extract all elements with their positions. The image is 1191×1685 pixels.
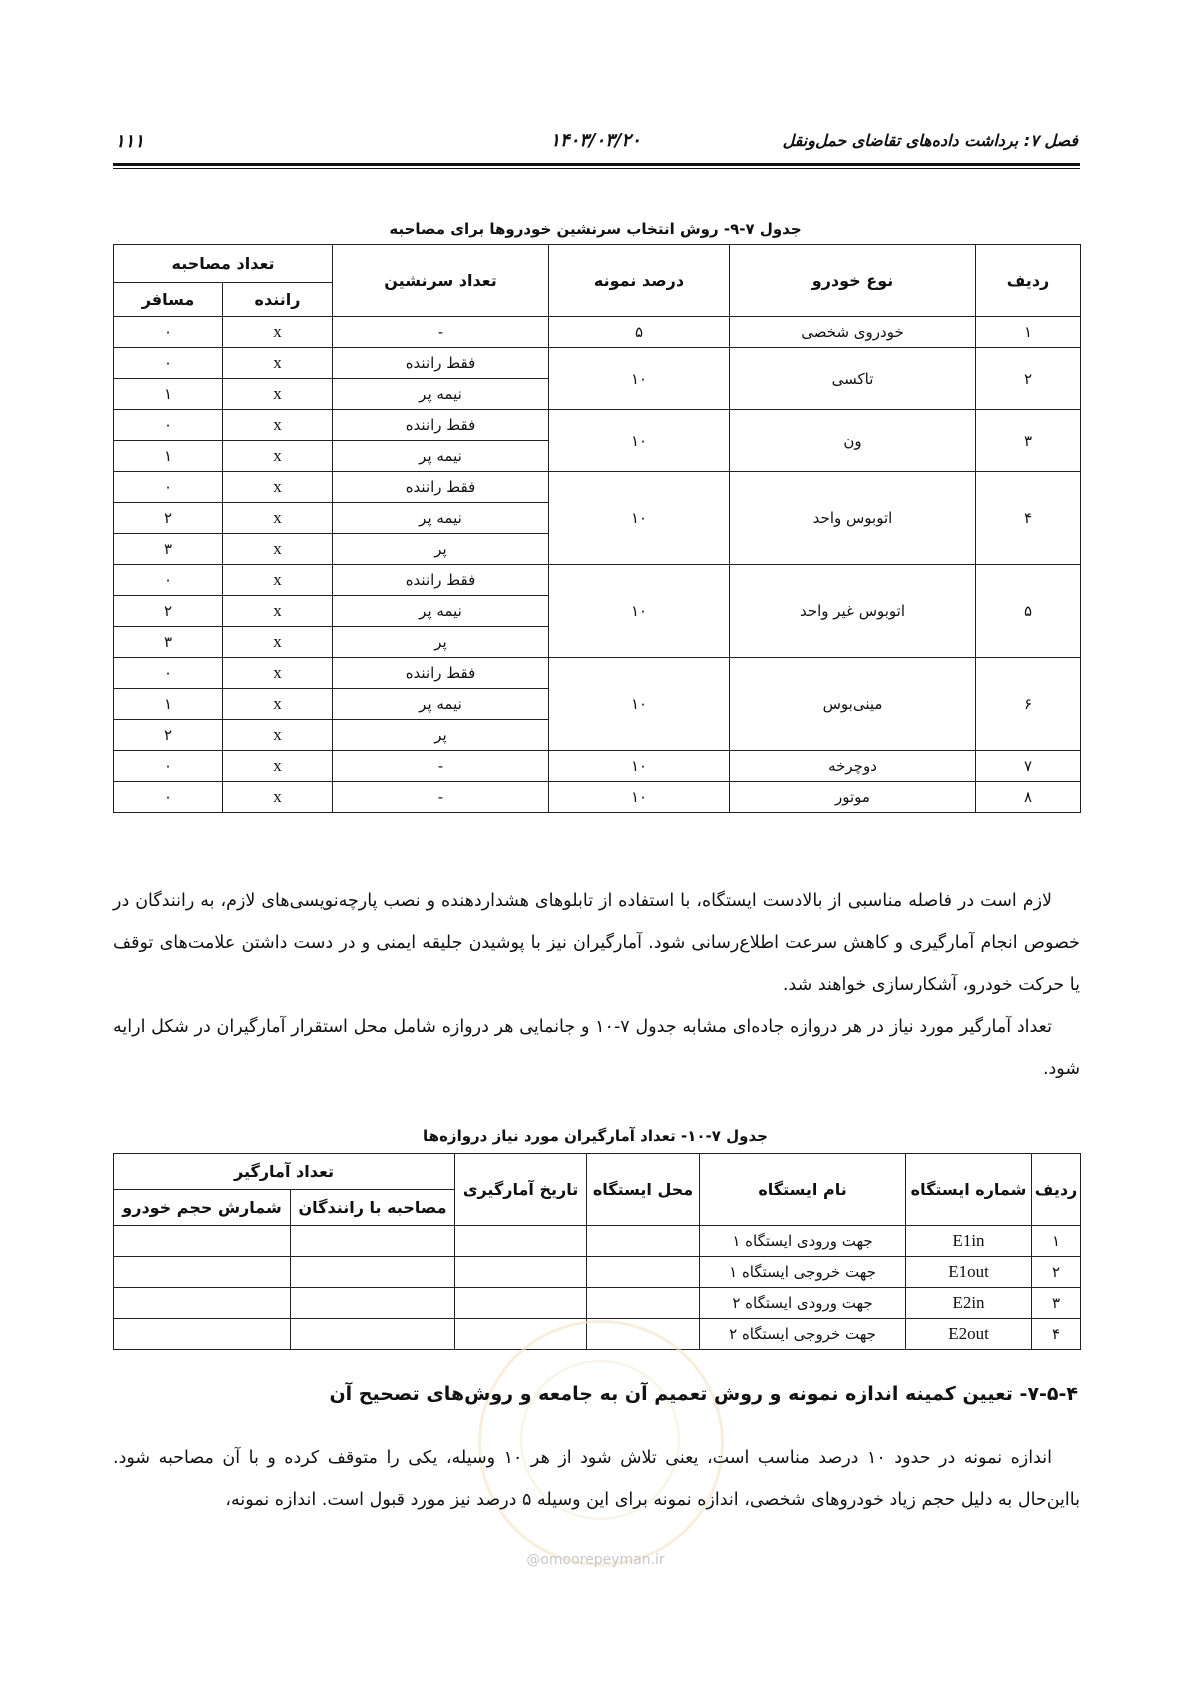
cell-station-name: جهت ورودی ایستگاه ۱ — [700, 1226, 906, 1257]
cell-occupancy: فقط راننده — [333, 410, 549, 441]
cell-passenger: ۳ — [114, 534, 223, 565]
cell-row-number: ۱ — [976, 317, 1081, 348]
cell-station-number: E2out — [906, 1319, 1032, 1350]
table2-caption: جدول ۷-۱۰- تعداد آمارگیران مورد نیاز دروازه‌ها — [423, 1127, 768, 1145]
cell-passenger: ۰ — [114, 348, 223, 379]
table-row — [114, 348, 1081, 379]
cell-row-number: ۵ — [976, 565, 1081, 658]
cell-driver: x — [223, 379, 333, 410]
header-rule-thin — [113, 168, 1080, 169]
cell-sample-percent: ۱۰ — [549, 472, 730, 565]
cell-occupancy: پر — [333, 534, 549, 565]
cell-passenger: ۳ — [114, 627, 223, 658]
cell-row-number: ۲ — [976, 348, 1081, 410]
cell-occupancy: نیمه پر — [333, 379, 549, 410]
cell-row-number: ۷ — [976, 751, 1081, 782]
cell-passenger: ۰ — [114, 472, 223, 503]
cell-volume-count — [114, 1319, 291, 1350]
cell-vehicle-type: خودروی شخصی — [730, 317, 976, 348]
cell-survey-date — [455, 1288, 587, 1319]
cell-station-name: جهت خروجی ایستگاه ۲ — [700, 1319, 906, 1350]
cell-survey-date — [455, 1226, 587, 1257]
cell-sample-percent: ۱۰ — [549, 348, 730, 410]
cell-occupancy: نیمه پر — [333, 596, 549, 627]
cell-passenger: ۰ — [114, 410, 223, 441]
header-station-name: نام ایستگاه — [700, 1154, 906, 1226]
cell-vehicle-type: ون — [730, 410, 976, 472]
table-row — [114, 1288, 1081, 1319]
cell-passenger: ۰ — [114, 658, 223, 689]
cell-driver: x — [223, 441, 333, 472]
cell-driver: x — [223, 565, 333, 596]
header-survey-date: تاریخ آمارگیری — [455, 1154, 587, 1226]
page-number: ۱۱۱ — [115, 131, 145, 152]
table-vehicle-occupant-selection — [113, 244, 1081, 813]
cell-station-name: جهت خروجی ایستگاه ۱ — [700, 1257, 906, 1288]
paragraph-surveyor-count: تعداد آمارگیر مورد نیاز در هر دروازه جاده‌ای مشابه جدول ۷-۱۰ و جانمایی هر دروازه شامل محل استقرار آمارگیران در شکل ارایه شود. — [113, 1017, 1080, 1079]
cell-occupancy: - — [333, 317, 549, 348]
cell-passenger: ۱ — [114, 379, 223, 410]
cell-vehicle-type: دوچرخه — [730, 751, 976, 782]
header-passenger: مسافر — [114, 283, 223, 317]
cell-passenger: ۰ — [114, 751, 223, 782]
cell-vehicle-type: مینی‌بوس — [730, 658, 976, 751]
header-sample-percent: درصد نمونه — [549, 245, 730, 317]
cell-passenger: ۱ — [114, 689, 223, 720]
cell-occupancy: پر — [333, 627, 549, 658]
cell-occupancy: فقط راننده — [333, 348, 549, 379]
header-surveyor-count: تعداد آمارگیر — [114, 1154, 455, 1190]
cell-station-number: E1in — [906, 1226, 1032, 1257]
cell-volume-count — [114, 1226, 291, 1257]
cell-driver-interview — [291, 1257, 455, 1288]
table-row — [114, 782, 1081, 813]
cell-driver: x — [223, 658, 333, 689]
cell-driver: x — [223, 317, 333, 348]
table1-caption: جدول ۷-۹- روش انتخاب سرنشین خودروها برای مصاحبه — [389, 220, 802, 238]
table-row — [114, 472, 1081, 503]
cell-row-number: ۲ — [1032, 1257, 1081, 1288]
cell-sample-percent: ۱۰ — [549, 782, 730, 813]
cell-station-location — [587, 1226, 700, 1257]
cell-passenger: ۱ — [114, 441, 223, 472]
cell-station-location — [587, 1288, 700, 1319]
cell-driver: x — [223, 534, 333, 565]
cell-volume-count — [114, 1288, 291, 1319]
table-row — [114, 1226, 1081, 1257]
header-interview-count: تعداد مصاحبه — [114, 245, 333, 283]
cell-driver-interview — [291, 1319, 455, 1350]
header-row: ردیف — [976, 245, 1081, 317]
paragraph-sample-size: اندازه نمونه در حدود ۱۰ درصد مناسب است، یعنی تلاش شود از هر ۱۰ وسیله، یکی را متوقف کرده و با آن مصاحبه شود. بااین‌حال به دلیل حجم زیاد خودروهای شخصی، اندازه نمونه برای این وسیله ۵ درصد نیز مورد قبول است. اندازه نمونه، — [113, 1448, 1080, 1510]
cell-driver: x — [223, 410, 333, 441]
header-vehicle-type: نوع خودرو — [730, 245, 976, 317]
cell-survey-date — [455, 1257, 587, 1288]
header-date: ۱۴۰۳/۰۳/۲۰ — [550, 130, 641, 151]
cell-row-number: ۴ — [1032, 1319, 1081, 1350]
table-row — [114, 410, 1081, 441]
cell-passenger: ۲ — [114, 596, 223, 627]
cell-station-location — [587, 1257, 700, 1288]
cell-passenger: ۰ — [114, 782, 223, 813]
table-row — [114, 658, 1081, 689]
cell-driver-interview — [291, 1288, 455, 1319]
table-row — [114, 751, 1081, 782]
cell-occupancy: - — [333, 751, 549, 782]
table-row — [114, 317, 1081, 348]
table-row — [114, 1257, 1081, 1288]
cell-driver: x — [223, 627, 333, 658]
header-row: ردیف — [1032, 1154, 1081, 1226]
cell-driver: x — [223, 348, 333, 379]
cell-occupancy: - — [333, 782, 549, 813]
cell-occupancy: فقط راننده — [333, 658, 549, 689]
section-heading: ۷-۵-۴- تعیین کمینه اندازه نمونه و روش تعمیم آن به جامعه و روش‌های تصحیح آن — [329, 1383, 1078, 1405]
cell-sample-percent: ۱۰ — [549, 751, 730, 782]
table-row — [114, 565, 1081, 596]
cell-sample-percent: ۵ — [549, 317, 730, 348]
paragraph-block — [113, 880, 1080, 1090]
header-station-location: محل ایستگاه — [587, 1154, 700, 1226]
cell-vehicle-type: اتوبوس غیر واحد — [730, 565, 976, 658]
cell-passenger: ۲ — [114, 720, 223, 751]
cell-driver: x — [223, 782, 333, 813]
cell-driver: x — [223, 751, 333, 782]
cell-sample-percent: ۱۰ — [549, 658, 730, 751]
cell-row-number: ۸ — [976, 782, 1081, 813]
header-occupancy: تعداد سرنشین — [333, 245, 549, 317]
cell-vehicle-type: تاکسی — [730, 348, 976, 410]
cell-station-number: E1out — [906, 1257, 1032, 1288]
watermark-url: @omoorepeyman.ir — [526, 1552, 665, 1568]
cell-station-number: E2in — [906, 1288, 1032, 1319]
paragraph-block-sample-size — [113, 1437, 1080, 1521]
cell-occupancy: پر — [333, 720, 549, 751]
paragraph-warning-signs: لازم است در فاصله مناسبی از بالادست ایستگاه، با استفاده از تابلوهای هشداردهنده و نصب پارچه‌نویسی‌های لازم، به رانندگان در خصوص انجام آمارگیری و کاهش سرعت اطلاع‌رسانی شود. آمارگیران نیز با پوشیدن جلیقه ایمنی و در دست داشتن علامت‌های توقف یا حرکت خودرو، آشکارسازی خواهند شد. — [113, 891, 1080, 995]
header-driver-interview: مصاحبه با رانندگان — [291, 1190, 455, 1226]
cell-occupancy: فقط راننده — [333, 472, 549, 503]
cell-driver: x — [223, 720, 333, 751]
cell-driver-interview — [291, 1226, 455, 1257]
cell-driver: x — [223, 689, 333, 720]
cell-row-number: ۴ — [976, 472, 1081, 565]
cell-passenger: ۰ — [114, 317, 223, 348]
header-volume-count: شمارش حجم خودرو — [114, 1190, 291, 1226]
cell-occupancy: نیمه پر — [333, 689, 549, 720]
cell-driver: x — [223, 472, 333, 503]
cell-row-number: ۱ — [1032, 1226, 1081, 1257]
cell-row-number: ۶ — [976, 658, 1081, 751]
chapter-title: فصل ۷: برداشت داده‌های تقاضای حمل‌ونقل — [782, 131, 1078, 150]
cell-occupancy: فقط راننده — [333, 565, 549, 596]
header-station-number: شماره ایستگاه — [906, 1154, 1032, 1226]
cell-vehicle-type: اتوبوس واحد — [730, 472, 976, 565]
cell-passenger: ۲ — [114, 503, 223, 534]
cell-row-number: ۳ — [1032, 1288, 1081, 1319]
cell-occupancy: نیمه پر — [333, 503, 549, 534]
cell-driver: x — [223, 503, 333, 534]
cell-station-name: جهت ورودی ایستگاه ۲ — [700, 1288, 906, 1319]
cell-volume-count — [114, 1257, 291, 1288]
cell-occupancy: نیمه پر — [333, 441, 549, 472]
cell-driver: x — [223, 596, 333, 627]
cell-sample-percent: ۱۰ — [549, 410, 730, 472]
cell-passenger: ۰ — [114, 565, 223, 596]
cell-vehicle-type: موتور — [730, 782, 976, 813]
header-driver: راننده — [223, 283, 333, 317]
header-rule — [113, 163, 1080, 166]
cell-row-number: ۳ — [976, 410, 1081, 472]
cell-sample-percent: ۱۰ — [549, 565, 730, 658]
